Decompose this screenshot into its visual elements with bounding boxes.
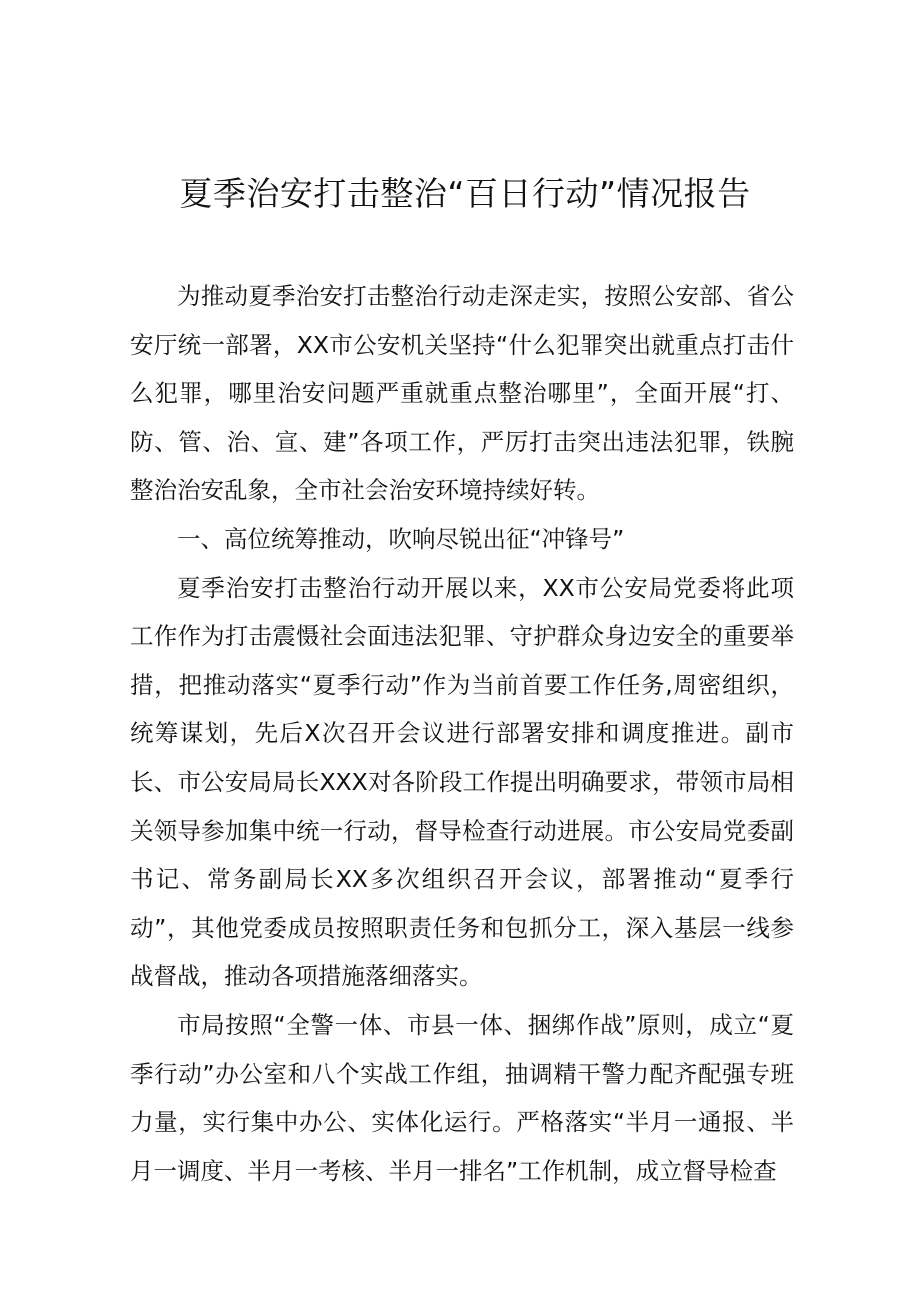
body-paragraph: 夏季治安打击整治行动开展以来，XX市公安局党委将此项工作作为打击震慑社会面违法犯罪、守护群众身边安全的重要举措，把推动落实“夏季行动”作为当前首要工作任务,周密组织，统筹谋划，先后X次召开会议进行部署安排和调度推进。副市长、市公安局局长XXX对各阶段工作提出明确要求，带领市局相关领导参加集中统一行动，督导检查行动进展。市公安局党委副书记、常务副局长XX多次组织召开会议，部署推动“夏季行动”，其他党委成员按照职责任务和包抓分工，深入基层一线参战督战，推动各项措施落细落实。 xyxy=(130,573,794,991)
body-paragraph: 市局按照“全警一体、市县一体、捆绑作战”原则，成立“夏季行动”办公室和八个实战工作组，抽调精干警力配齐配强专班力量，实行集中办公、实体化运行。严格落实“半月一通报、半月一调度、半月一考核、半月一排名”工作机制，成立督导检查 xyxy=(130,1010,794,1185)
document-body xyxy=(130,272,794,1195)
document-title: 夏季治安打击整治“百日行动”情况报告 xyxy=(179,174,751,213)
section-heading-1: 一、高位统筹推动，吹响尽锐出征“冲锋号” xyxy=(177,524,625,553)
intro-paragraph: 为推动夏季治安打击整治行动走深走实，按照公安部、省公安厅统一部署，XX市公安机关坚持“什么犯罪突出就重点打击什么犯罪，哪里治安问题严重就重点整治哪里”，全面开展“打、防、管、治、宣、建”各项工作，严厉打击突出违法犯罪，铁腕整治治安乱象，全市社会治安环境持续好转。 xyxy=(130,282,794,505)
